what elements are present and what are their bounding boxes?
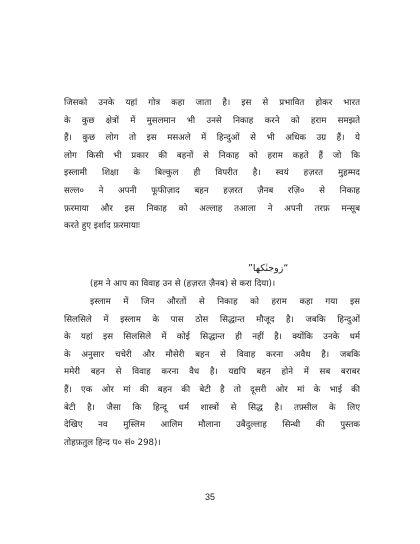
text-line: हैं। एक ओर मां की बहन की बेटी है तो दूसरी ओर मां के भाई की bbox=[64, 384, 360, 395]
text-line: इस्लाम में जिन औरतों से निकाह को हराम कहा गया इस bbox=[90, 297, 360, 307]
arabic-quote: “زوجنٰکھا” bbox=[248, 263, 289, 274]
text-line: लोग किसी भी प्रकार की बहनों से निकाह को हराम कहते हैं जो कि bbox=[64, 150, 360, 161]
text-line: के कुछ क्षेत्रों में मुसलमान भी उनसे निकाह करने को हराम समझते bbox=[64, 115, 360, 126]
page-number: 35 bbox=[204, 492, 215, 502]
text-line: बेटी है। जैसा कि हिन्दू धर्म शास्त्रों से सिद्ध है। तफ़्सील के लिए bbox=[64, 402, 360, 413]
translation-text: (हम ने आप का विवाह उन से (हज़रत ज़ैनब) से करा दिया)। bbox=[90, 279, 276, 289]
paragraph-1 bbox=[64, 95, 360, 236]
text-line: फ़रमाया और इस निकाह को अल्लाह तआला ने अपनी तरफ़ मन्सूब bbox=[64, 203, 360, 214]
paragraph-2 bbox=[64, 294, 360, 452]
text-line: के अनुसार चचेरी और मौसेरी बहन से विवाह करना अवैध है। जबकि bbox=[64, 349, 360, 360]
text-line: जिसको उनके यहां गोत्र कहा जाता है। इस से प्रभावित होकर भारत bbox=[64, 98, 360, 108]
translation-line bbox=[64, 276, 360, 294]
text-line: तोहफ़तुल हिन्द प० सं० 298)। bbox=[64, 437, 161, 448]
text-line: ममेरी बहन से विवाह करना वैध है। यद्यपि बहन होने में सब बराबर bbox=[64, 367, 360, 378]
text-line: सिलसिले में इस्लाम के पास ठोस सिद्धान्त मौजूद है। जबकि हिन्दुओं bbox=[64, 314, 360, 325]
text-line: करते हुए इर्शाद फ़रमायाः bbox=[64, 221, 140, 232]
text-line: देखिए नव मुस्लिम आलिम मौलाना उबैदुल्लाह सिन्धी की पुस्तक bbox=[64, 420, 360, 431]
text-line: इस्लामी शिक्षा के बिल्कुल ही विपरीत है। स्वयं हज़रत मुहम्मद bbox=[64, 168, 360, 179]
text-line: के यहां इस सिलसिले में कोई सिद्धान्त ही नहीं है। क्योंकि उनके धर्म bbox=[64, 332, 360, 343]
text-line: हैं। कुछ लोग तो इस मसअले में हिन्दुओं से भी अधिक उग्र हैं। ये bbox=[64, 133, 360, 144]
text-line: सल्ल० ने अपनी फूफीज़ाद बहन हज़रत ज़ैनब रज़ि० से निकाह bbox=[64, 185, 360, 196]
